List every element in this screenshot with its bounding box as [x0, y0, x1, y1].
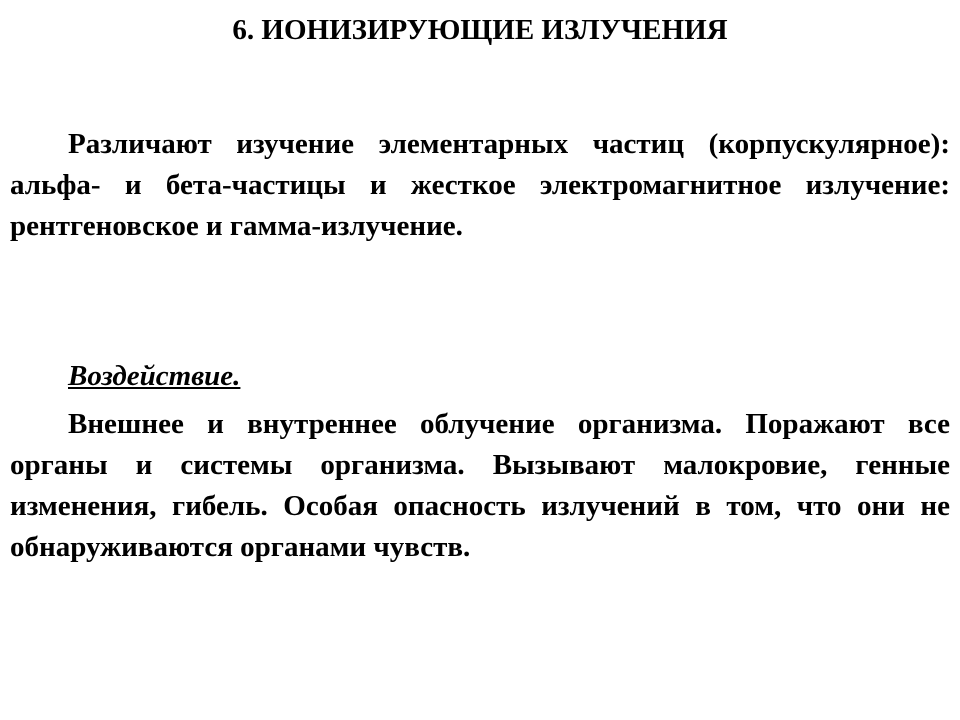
slide-title: 6. ИОНИЗИРУЮЩИЕ ИЗЛУЧЕНИЯ	[232, 14, 728, 46]
effects-paragraph: Внешнее и внутреннее облучение организма. Поражают все органы и системы организма. Вызывают малокровие, генные изменения, гибель. Особая опасность излучений в том, что они не обнаруживаются органами чувств.	[10, 408, 950, 563]
effects-subheading: Воздействие.	[68, 360, 241, 392]
intro-paragraph: Различают изучение элементарных частиц (корпускулярное): альфа- и бета-частицы и жесткое электромагнитное излучение: рентгеновское и гамма-излучение.	[10, 128, 950, 242]
